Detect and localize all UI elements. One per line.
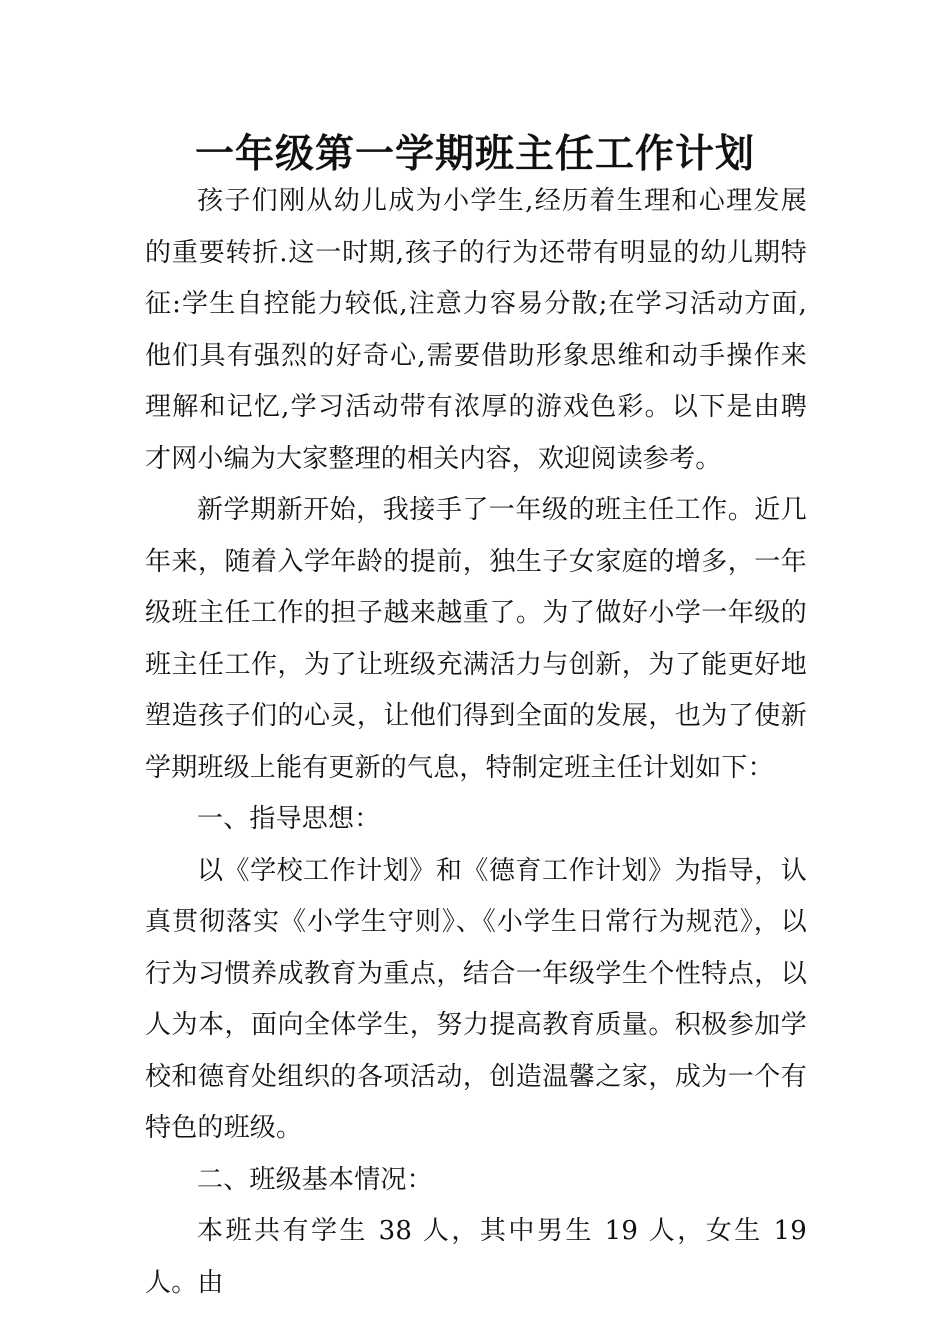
section-heading-guiding-ideology: 一、指导思想：	[197, 804, 381, 834]
new-semester-paragraph: 新学期新开始，我接手了一年级的班主任工作。近几年来，随着入学年龄的提前，独生子女家庭的增多，一年级班主任工作的担子越来越重了。为了做好小学一年级的班主任工作，为了让班级充满活力与创新，为了能更好地塑造孩子们的心灵，让他们得到全面的发展，也为了使新学期班级上能有更新的气息，特制定班主任计划如下：	[145, 495, 807, 783]
document-body	[145, 176, 807, 1309]
class-info-paragraph: 本班共有学生 38 人，其中男生 19 人，女生 19 人。由	[145, 1216, 807, 1298]
intro-paragraph: 孩子们刚从幼儿成为小学生,经历着生理和心理发展的重要转折.这一时期,孩子的行为还带有明显的幼儿期特征:学生自控能力较低,注意力容易分散;在学习活动方面,他们具有强烈的好奇心,需要借助形象思维和动手操作来理解和记忆,学习活动带有浓厚的游戏色彩。以下是由聘才网小编为大家整理的相关内容，欢迎阅读参考。	[145, 186, 807, 474]
guiding-ideology-paragraph: 以《学校工作计划》和《德育工作计划》为指导，认真贯彻落实《小学生守则》、《小学生日常行为规范》，以行为习惯养成教育为重点，结合一年级学生个性特点，以人为本，面向全体学生，努力提高教育质量。积极参加学校和德育处组织的各项活动，创造温馨之家，成为一个有特色的班级。	[145, 855, 807, 1143]
document-title: 一年级第一学期班主任工作计划	[194, 131, 755, 177]
section-heading-class-info: 二、班级基本情况：	[197, 1164, 433, 1195]
